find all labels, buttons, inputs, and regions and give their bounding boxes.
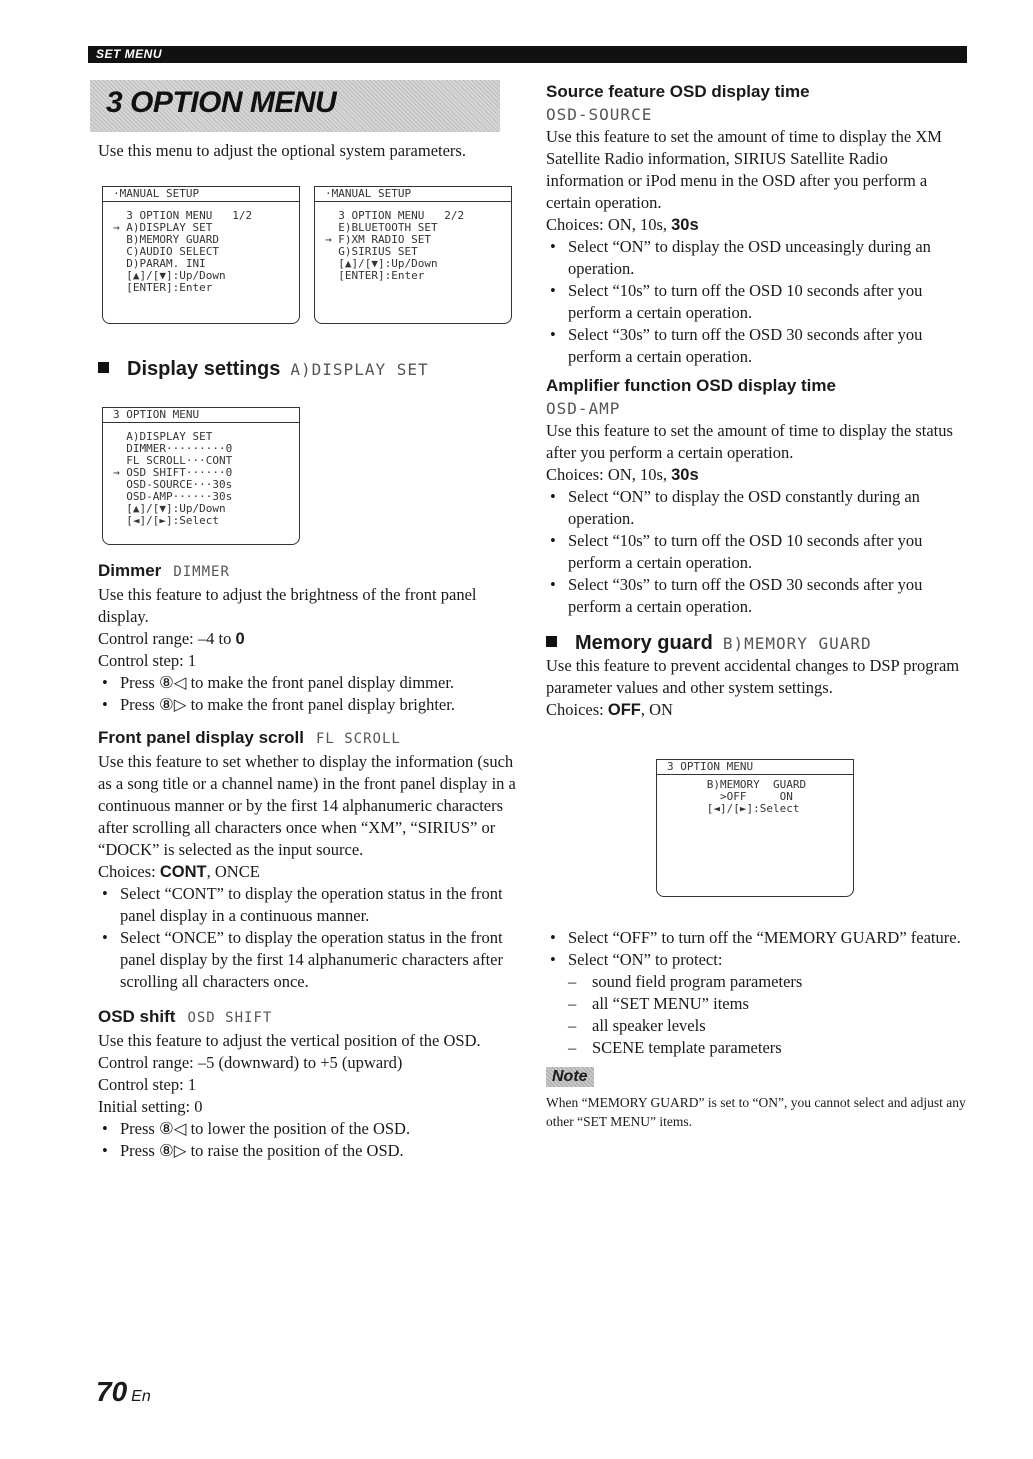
choices-default: CONT	[159, 863, 207, 881]
osd-line: FL SCROLL···CONT	[113, 454, 233, 467]
display-settings-heading	[98, 358, 518, 381]
page-language: En	[131, 1388, 151, 1405]
note-badge: Note	[546, 1067, 594, 1087]
osd-line: OSD-AMP······30s	[113, 490, 233, 503]
amp-osd-desc: Use this feature to set the amount of time to display the status after you perform a certain operation.	[546, 421, 953, 462]
list-item: – SCENE template parameters	[592, 1037, 966, 1059]
osd-line: [▲]/[▼]:Up/Down	[113, 269, 226, 282]
osd-line: B)MEMORY GUARD	[113, 233, 219, 246]
choices-text: , ON	[640, 700, 673, 719]
osd-line: 3 OPTION MENU 1/2	[113, 209, 253, 222]
list-item: – all speaker levels	[592, 1015, 966, 1037]
source-osd-bullets	[546, 236, 966, 368]
choices-default: OFF	[607, 701, 641, 719]
list-item: • Select “30s” to turn off the OSD 30 seconds after you perform a certain operation.	[546, 574, 966, 618]
choices-text: , ONCE	[206, 862, 260, 881]
list-item: – all “SET MENU” items	[592, 993, 966, 1015]
osd-line: >OFF ON	[667, 790, 793, 803]
chapter-title: 3 OPTION MENU	[106, 86, 337, 119]
heading-text: Front panel display scroll	[98, 728, 304, 747]
page-number-value: 70	[96, 1376, 128, 1407]
osd-line: [ENTER]:Enter	[113, 281, 213, 294]
memory-guard-desc: Use this feature to prevent accidental changes to DSP program parameter values and other system settings.	[546, 656, 960, 697]
osd-line: [▲]/[▼]:Up/Down	[325, 257, 438, 270]
osd-screen-display-set	[102, 407, 300, 545]
osd-line: D)PARAM. INI	[113, 257, 206, 270]
list-item: • Select “OFF” to turn off the “MEMORY GUARD” feature.	[546, 927, 966, 949]
osd-screens-row	[102, 186, 518, 324]
dimmer-bullets	[98, 672, 518, 716]
chapter-banner	[90, 80, 500, 132]
fl-scroll-desc: Use this feature to set whether to display the information (such as a song title or a channel name) in the front panel display in a continuous manner or by the first 14 alphanumeric characters after scrolling all characters once when “XM”, “SIRIUS” or “DOCK” is selected as the input source.	[98, 752, 516, 859]
list-item: • Select “ON” to protect:	[546, 949, 966, 971]
osd-line: → OSD SHIFT······0	[113, 466, 233, 479]
amp-osd-heading	[546, 374, 966, 398]
range-default: 0	[235, 630, 245, 648]
memory-guard-choices	[546, 699, 966, 721]
osd-line: A)DISPLAY SET	[113, 430, 213, 443]
heading-text: Amplifier function OSD display time	[546, 376, 836, 395]
osd-shift-desc: Use this feature to adjust the vertical position of the OSD.	[98, 1031, 481, 1050]
osd-header: ·MANUAL SETUP	[103, 187, 299, 202]
osd-line: DIMMER·········0	[113, 442, 233, 455]
section-label: SET MENU	[96, 47, 163, 61]
list-item: • Press ⑧▷ to raise the position of the OSD.	[98, 1140, 518, 1162]
fl-scroll-bullets	[98, 883, 518, 993]
osd-header: 3 OPTION MENU	[103, 408, 299, 423]
amp-osd-bullets	[546, 486, 966, 618]
osd-line: → F)XM RADIO SET	[325, 233, 431, 246]
list-item: • Select “30s” to turn off the OSD 30 seconds after you perform a certain operation.	[546, 324, 966, 368]
osd-line: [◄]/[►]:Select	[113, 514, 219, 527]
choices-text: Choices:	[98, 862, 160, 881]
osd-header: 3 OPTION MENU	[657, 760, 853, 775]
list-item: • Press ⑧◁ to make the front panel display dimmer.	[98, 672, 518, 694]
osd-name: B)MEMORY GUARD	[722, 634, 872, 653]
choices-text: Choices: ON, 10s,	[546, 215, 672, 234]
square-bullet-icon	[98, 362, 109, 373]
osd-line: E)BLUETOOTH SET	[325, 221, 438, 234]
osd-line: [◄]/[►]:Select	[667, 802, 800, 815]
osd-line: OSD-SOURCE···30s	[113, 478, 233, 491]
list-item: • Select “10s” to turn off the OSD 10 seconds after you perform a certain operation.	[546, 530, 966, 574]
list-item: • Select “ON” to display the OSD unceasingly during an operation.	[546, 236, 966, 280]
osd-name: OSD SHIFT	[187, 1010, 273, 1026]
source-osd-choices	[546, 214, 966, 236]
osd-line: 3 OPTION MENU 2/2	[325, 209, 465, 222]
heading-text: Source feature OSD display time	[546, 82, 810, 101]
osd-name: DIMMER	[173, 564, 230, 580]
osd-line: B)MEMORY GUARD	[667, 778, 807, 791]
osd-line: [▲]/[▼]:Up/Down	[113, 502, 226, 515]
heading-text: Memory guard	[575, 632, 713, 654]
osd-shift-heading	[98, 1005, 518, 1030]
right-column	[546, 80, 966, 1131]
source-osd-name: OSD-SOURCE	[546, 105, 653, 124]
osd-shift-step: Control step: 1	[98, 1075, 197, 1094]
choices-default: 30s	[671, 216, 699, 234]
fl-scroll-heading	[98, 726, 518, 751]
osd-line: → A)DISPLAY SET	[113, 221, 213, 234]
section-header-bar	[88, 46, 967, 63]
osd-line: [ENTER]:Enter	[325, 269, 425, 282]
dimmer-range	[98, 628, 518, 650]
range-text: Control range: –4 to	[98, 629, 236, 648]
osd-line: C)AUDIO SELECT	[113, 245, 219, 258]
list-item: • Select “ONCE” to display the operation status in the front panel display by the first 14 alphanumeric characters after scrolling all characters once.	[98, 927, 518, 993]
list-item: – sound field program parameters	[592, 971, 966, 993]
osd-shift-bullets	[98, 1118, 518, 1162]
osd-header: ·MANUAL SETUP	[315, 187, 511, 202]
left-column	[98, 80, 518, 1162]
square-bullet-icon	[546, 636, 557, 647]
osd-screen-memory-guard	[656, 759, 854, 897]
list-item: • Select “10s” to turn off the OSD 10 seconds after you perform a certain operation.	[546, 280, 966, 324]
source-osd-desc: Use this feature to set the amount of time to display the XM Satellite Radio information, SIRIUS Satellite Radio information or iPod menu in the OSD after you perform a certain operation.	[546, 127, 942, 212]
fl-scroll-choices	[98, 861, 518, 883]
amp-osd-choices	[546, 464, 966, 486]
osd-shift-range: Control range: –5 (downward) to +5 (upward)	[98, 1053, 403, 1072]
list-item: • Select “ON” to display the OSD constantly during an operation.	[546, 486, 966, 530]
intro-text: Use this menu to adjust the optional system parameters.	[98, 141, 466, 160]
choices-text: Choices: ON, 10s,	[546, 465, 672, 484]
dimmer-step: Control step: 1	[98, 651, 197, 670]
note-text: When “MEMORY GUARD” is set to “ON”, you cannot select and adjust any other “SET MENU” items.	[546, 1095, 966, 1129]
list-item: • Press ⑧▷ to make the front panel display brighter.	[98, 694, 518, 716]
memory-guard-heading	[546, 632, 966, 655]
heading-text: OSD shift	[98, 1007, 176, 1026]
osd-screen-option-menu-2	[314, 186, 512, 324]
choices-text: Choices:	[546, 700, 608, 719]
dimmer-heading	[98, 559, 518, 584]
osd-name: A)DISPLAY SET	[290, 360, 429, 379]
source-osd-heading	[546, 80, 966, 104]
dimmer-desc: Use this feature to adjust the brightness of the front panel display.	[98, 585, 477, 626]
page-number	[96, 1376, 151, 1408]
osd-screen-option-menu-1	[102, 186, 300, 324]
osd-name: FL SCROLL	[315, 731, 401, 747]
choices-default: 30s	[671, 466, 699, 484]
heading-text: Display settings	[127, 358, 281, 380]
osd-line: G)SIRIUS SET	[325, 245, 418, 258]
memory-guard-bullets	[546, 927, 966, 971]
osd-shift-initial: Initial setting: 0	[98, 1097, 203, 1116]
list-item: • Press ⑧◁ to lower the position of the OSD.	[98, 1118, 518, 1140]
amp-osd-name: OSD-AMP	[546, 399, 621, 418]
heading-text: Dimmer	[98, 561, 162, 580]
memory-guard-protect-list	[546, 971, 966, 1059]
list-item: • Select “CONT” to display the operation status in the front panel display in a continuous manner.	[98, 883, 518, 927]
